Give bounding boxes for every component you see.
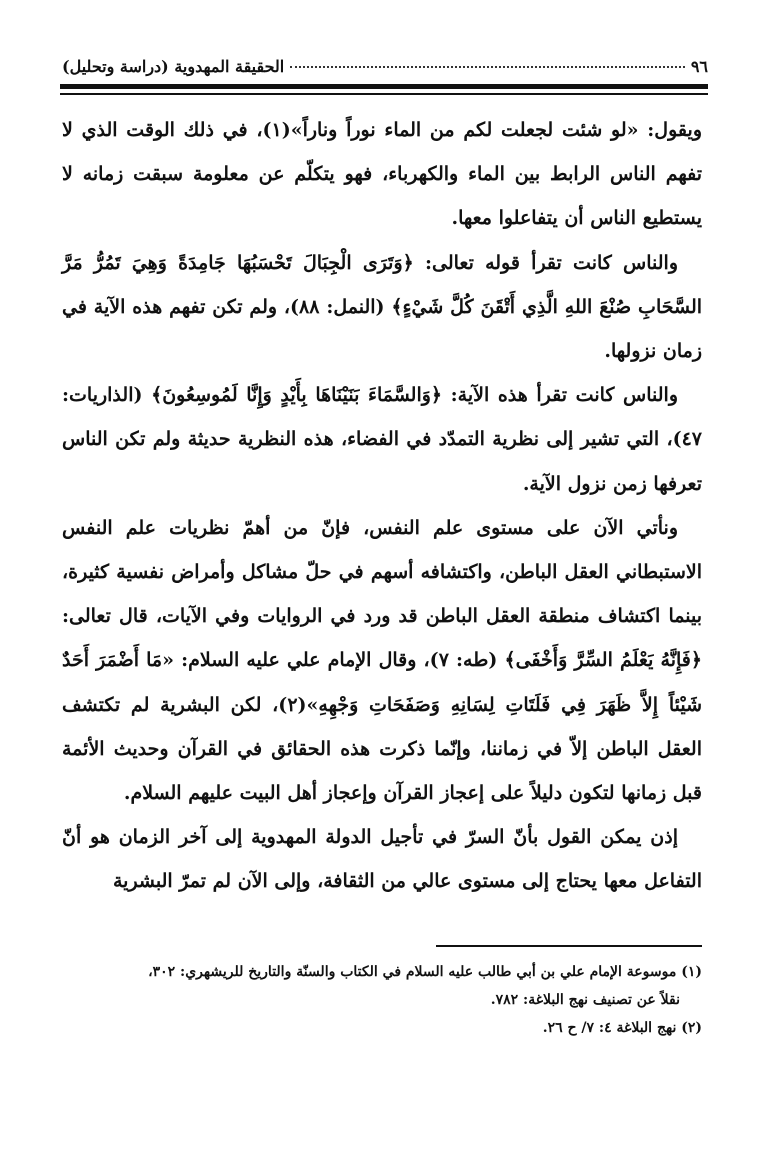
paragraph: ويقول: «لو شئت لجعلت لكم من الماء نوراً وناراً»(١)، في ذلك الوقت الذي لا تفهم الناس الرابط بين الماء والكهرباء، فهو يتكلّم عن معلومة سبقت زمانه لا يستطيع الناس أن يتفاعلوا معها. — [62, 119, 702, 230]
footnote-separator — [436, 945, 702, 947]
running-title: الحقيقة المهدوية (دراسة وتحليل) — [62, 57, 285, 76]
running-header — [62, 40, 708, 76]
footnote-2: (٢) نهج البلاغة ٤: ٧/ ح ٢٦. — [542, 1020, 702, 1036]
body-text — [62, 108, 702, 904]
header-rule-thick — [60, 84, 708, 89]
header-rule-thin — [60, 93, 708, 95]
paragraph: إذن يمكن القول بأنّ السرّ في تأجيل الدولة المهدوية إلى آخر الزمان هو أنّ التفاعل معها يحتاج إلى مستوى عالي من الثقافة، وإلى الآن لم تمرّ البشرية — [62, 826, 702, 893]
paragraph: والناس كانت تقرأ هذه الآية: ﴿وَالسَّمَاءَ بَنَيْنَاهَا بِأَيْدٍ وَإِنَّا لَمُوسِعُونَ﴾ (الذاريات: ٤٧)، التي تشير إلى نظرية التمدّد في الفضاء، هذه النظرية حديثة ولم تكن الناس تعرفها زمن نزول الآية. — [62, 384, 702, 495]
header-dot-leader — [290, 66, 685, 68]
footnote-1-continuation: نقلاً عن تصنيف نهج البلاغة: ٧٨٢. — [490, 992, 680, 1008]
paragraph: ونأتي الآن على مستوى علم النفس، فإنّ من أهمّ نظريات علم النفس الاستبطاني العقل الباطن، واكتشافه أسهم في حلّ مشاكل وأمراض نفسية كثيرة، بينما اكتشاف منطقة العقل الباطن قد ورد في الروايات وفي الآيات، قال تعالى: ﴿فَإِنَّهُ يَعْلَمُ السِّرَّ وَأَخْفَى﴾ (طه: ٧)، وقال الإمام علي عليه السلام: «مَا أَضْمَرَ أَحَدٌ شَيْئاً إِلاَّ ظَهَرَ فِي فَلَتَاتِ لِسَانِهِ وَصَفَحَاتِ وَجْهِهِ»(٢)، لكن البشرية لم تكتشف العقل الباطن إلاّ في زماننا، وإنّما ذكرت هذه الحقائق في القرآن وحديث الأئمة قبل زمانها لتكون دليلاً على إعجاز القرآن وإعجاز أهل البيت عليهم السلام. — [62, 516, 703, 805]
footnote-1: (١) موسوعة الإمام علي بن أبي طالب عليه السلام في الكتاب والسنّة والتاريخ للريشهري: ٣٠٢، — [148, 964, 702, 980]
footnotes — [62, 958, 702, 1042]
paragraph: والناس كانت تقرأ قوله تعالى: ﴿وَتَرَى الْجِبَالَ تَحْسَبُهَا جَامِدَةً وَهِيَ تَمُرُّ مَرَّ السَّحَابِ صُنْعَ اللهِ الَّذِي أَتْقَنَ كُلَّ شَيْءٍ﴾ (النمل: ٨٨)، ولم تكن تفهم هذه الآية في زمان نزولها. — [62, 251, 703, 363]
page-number: ٩٦ — [690, 57, 708, 76]
